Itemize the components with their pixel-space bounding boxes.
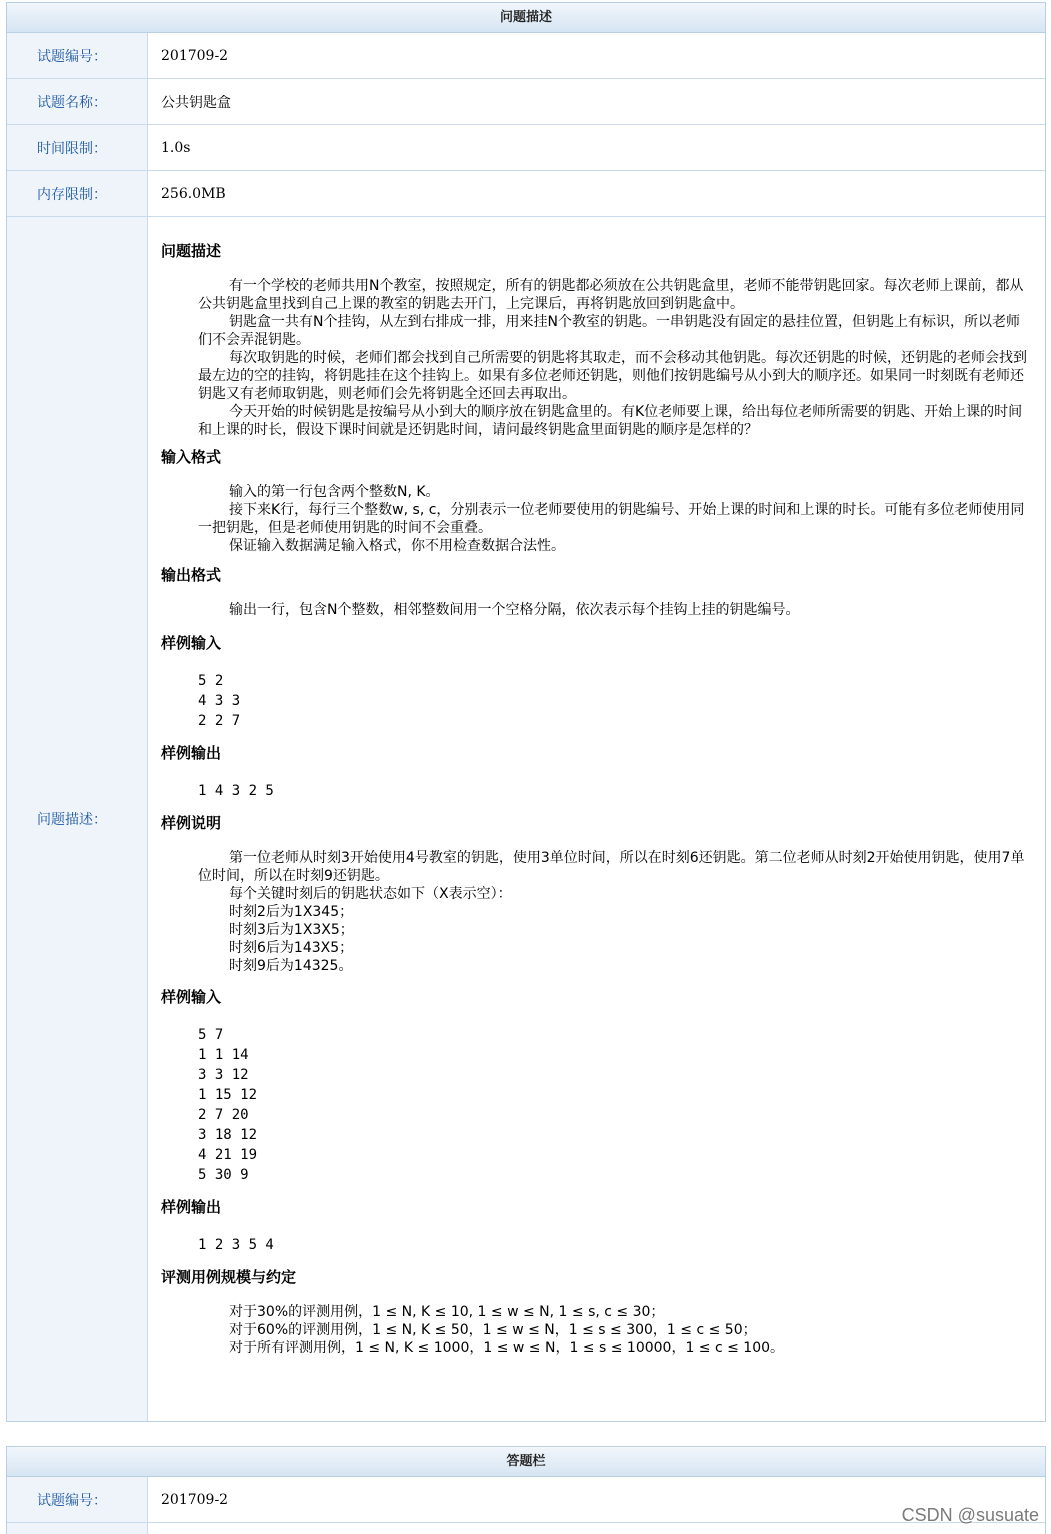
input-text bbox=[161, 483, 1030, 555]
sample-output-2: 1 2 3 5 4 bbox=[198, 1237, 274, 1253]
paragraph: 时刻6后为143X5； bbox=[229, 940, 354, 956]
paragraph: 时刻2后为1X345； bbox=[229, 904, 354, 920]
paragraph: 有一个学校的老师共用N个教室，按照规定，所有的钥匙都必须放在公共钥匙盒里，老师不能带钥匙回家。每次老师上课前，都从公共钥匙盒里找到自己上课的教室的钥匙去开门，上完课后，再将钥匙放回到钥匙盒中。 bbox=[198, 278, 1024, 312]
paragraph: 对于所有评测用例，1 ≤ N, K ≤ 1000，1 ≤ w ≤ N，1 ≤ s ≤ 10000，1 ≤ c ≤ 100。 bbox=[229, 1340, 785, 1356]
panel-title: 答题栏 bbox=[7, 1447, 1045, 1477]
paragraph: 接下来K行，每行三个整数w, s, c，分别表示一位老师要使用的钥匙编号、开始上课的时间和上课的时长。可能有多位老师使用同一把钥匙，但是老师使用钥匙的时间不会重叠。 bbox=[198, 502, 1025, 536]
label-description: 问题描述： bbox=[7, 217, 148, 1421]
answer-row-id bbox=[7, 1477, 1045, 1523]
paragraph: 时刻3后为1X3X5； bbox=[229, 922, 354, 938]
heading-sample-input-2: 样例输入 bbox=[161, 988, 222, 1006]
scale-text bbox=[161, 1303, 1030, 1357]
value-name: 公共钥匙盒 bbox=[161, 94, 231, 111]
description-body bbox=[148, 217, 1045, 1421]
label-time: 时间限制： bbox=[7, 125, 148, 170]
description-row bbox=[7, 217, 1045, 1421]
paragraph: 时刻9后为14325。 bbox=[229, 958, 353, 974]
paragraph: 输出一行，包含N个整数，相邻整数间用一个空格分隔，依次表示每个挂钩上挂的钥匙编号。 bbox=[229, 602, 800, 618]
meta-row-name bbox=[7, 79, 1045, 125]
value-id: 201709-2 bbox=[161, 1491, 229, 1508]
panel-title: 问题描述 bbox=[7, 3, 1045, 33]
explanation-text bbox=[161, 849, 1030, 975]
watermark: CSDN @susuate bbox=[901, 1505, 1039, 1525]
output-text bbox=[161, 601, 1030, 619]
heading-explanation: 样例说明 bbox=[161, 814, 222, 832]
value-memory: 256.0MB bbox=[161, 185, 226, 202]
paragraph: 输入的第一行包含两个整数N, K。 bbox=[229, 484, 440, 500]
paragraph: 第一位老师从时刻3开始使用4号教室的钥匙，使用3单位时间，所以在时刻6还钥匙。第二位老师从时刻2开始使用钥匙，使用7单位时间，所以在时刻9还钥匙。 bbox=[198, 850, 1025, 884]
sample-output-1: 1 4 3 2 5 bbox=[198, 783, 274, 799]
heading-output: 输出格式 bbox=[161, 566, 222, 584]
heading-scale: 评测用例规模与约定 bbox=[161, 1268, 297, 1286]
heading-sample-input-1: 样例输入 bbox=[161, 634, 222, 652]
label-id: 试题编号： bbox=[7, 33, 148, 78]
paragraph: 保证输入数据满足输入格式，你不用检查数据合法性。 bbox=[229, 538, 565, 554]
label-memory: 内存限制： bbox=[7, 171, 148, 216]
heading-input: 输入格式 bbox=[161, 448, 222, 466]
label-id: 试题编号： bbox=[7, 1477, 148, 1522]
paragraph: 每次取钥匙的时候，老师们都会找到自己所需要的钥匙将其取走，而不会移动其他钥匙。每次还钥匙的时候，还钥匙的老师会找到最左边的空的挂钩，将钥匙挂在这个挂钩上。如果有多位老师还钥匙，则他们按钥匙编号从小到大的顺序还。如果同一时刻既有老师还钥匙又有老师取钥匙，则老师们会先将钥匙全还回去再取出。 bbox=[198, 350, 1027, 402]
value-time: 1.0s bbox=[161, 139, 191, 156]
paragraph: 每个关键时刻后的钥匙状态如下（X表示空）： bbox=[229, 886, 512, 902]
paragraph: 对于30%的评测用例，1 ≤ N, K ≤ 10, 1 ≤ w ≤ N, 1 ≤ s, c ≤ 30； bbox=[229, 1304, 665, 1320]
meta-row-time bbox=[7, 125, 1045, 171]
problem-text bbox=[161, 277, 1030, 439]
value-id: 201709-2 bbox=[161, 47, 229, 64]
paragraph: 钥匙盒一共有N个挂钩，从左到右排成一排，用来挂N个教室的钥匙。一串钥匙没有固定的悬挂位置，但钥匙上有标识，所以老师们不会弄混钥匙。 bbox=[198, 314, 1020, 348]
paragraph: 对于60%的评测用例，1 ≤ N, K ≤ 50，1 ≤ w ≤ N，1 ≤ s ≤ 300，1 ≤ c ≤ 50； bbox=[229, 1322, 757, 1338]
sample-input-2: 5 7 1 1 14 3 3 12 1 15 12 2 7 20 3 18 12 4 21 19 5 30 9 bbox=[198, 1027, 258, 1183]
heading-problem: 问题描述 bbox=[161, 242, 222, 260]
heading-sample-output-2: 样例输出 bbox=[161, 1198, 222, 1216]
meta-row-memory bbox=[7, 171, 1045, 217]
answer-row-next bbox=[7, 1523, 1045, 1534]
heading-sample-output-1: 样例输出 bbox=[161, 744, 222, 762]
sample-input-1: 5 2 4 3 3 2 2 7 bbox=[198, 673, 241, 729]
label-name: 试题名称： bbox=[7, 79, 148, 124]
answer-panel bbox=[6, 1446, 1046, 1534]
paragraph: 今天开始的时候钥匙是按编号从小到大的顺序放在钥匙盒里的。有K位老师要上课，给出每位老师所需要的钥匙、开始上课的时间和上课的时长，假设下课时间就是还钥匙时间，请问最终钥匙盒里面钥匙的顺序是怎样的？ bbox=[198, 404, 1023, 438]
label-empty bbox=[7, 1523, 148, 1534]
problem-panel bbox=[6, 2, 1046, 1422]
meta-row-id bbox=[7, 33, 1045, 79]
